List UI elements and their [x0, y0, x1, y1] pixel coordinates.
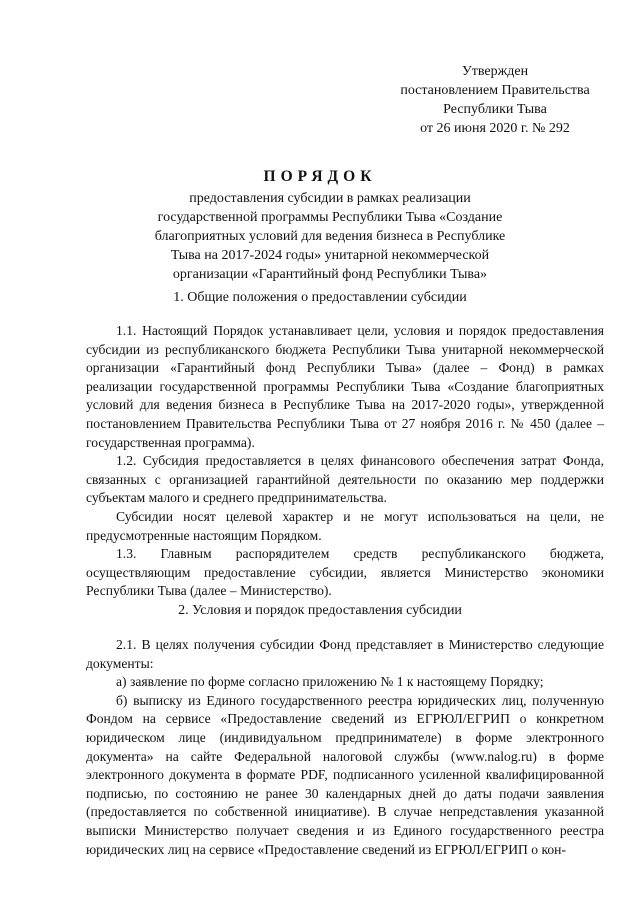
approval-block [385, 62, 605, 138]
approval-line-3: Республики Тыва [443, 102, 547, 117]
approval-line-4: от 26 июня 2020 г. № 292 [420, 121, 570, 136]
subtitle-line-1: предоставления субсидии в рамках реализации [189, 191, 471, 206]
approval-line-1: Утвержден [461, 64, 529, 79]
subtitle-line-4: Тыва на 2017-2024 годы» унитарной некоммерческой [170, 248, 490, 263]
paragraph-2-1: 2.1. В целях получения субсидии Фонд представляет в Министерство следующие документы: [86, 637, 604, 671]
subtitle-line-2: государственной программы Республики Тыва «Создание [157, 210, 503, 225]
paragraph-1-1: 1.1. Настоящий Порядок устанавливает цели, условия и порядок предоставления субсидии из республиканского бюджета Республики Тыва унитарной некоммерческой организации «Гарантийный фонд Республики Тыва» (далее – Фонд) в рамках реализации государственной программы Республики Тыва «Создание благоприятных условий для ведения бизнеса в Республике Тыва на 2017-2020 годы», утвержденной постановлением Правительства Республики Тыва от 27 ноября 2016 г. № 450 (далее – государственная программа). [86, 323, 604, 450]
approval-line-2: постановлением Правительства [400, 83, 590, 98]
section-2-body [86, 636, 604, 859]
paragraph-1-2-continued: Субсидии носят целевой характер и не могут использоваться на цели, не предусмотренные настоящим Порядком. [86, 508, 604, 543]
section-1-heading: 1. Общие положения о предоставлении субсидии [173, 290, 467, 305]
paragraph-2-1-a: а) заявление по форме согласно приложению № 1 к настоящему Порядку; [116, 674, 544, 690]
paragraph-1-3: 1.3. Главным распорядителем средств республиканского бюджета, осуществляющим предоставление субсидии, является Министерство экономики Республики Тыва (далее – Министерство). [86, 546, 604, 599]
section-2-heading: 2. Условия и порядок предоставления субсидии [178, 603, 462, 618]
section-1-body [86, 322, 604, 601]
document-title: ПОРЯДОК [263, 168, 377, 185]
paragraph-1-2: 1.2. Субсидия предоставляется в целях финансового обеспечения затрат Фонда, связанных с организацией гарантийной деятельности по оказанию мер поддержки субъектам малого и среднего предпринимательства. [86, 453, 604, 506]
subtitle-line-5: организации «Гарантийный фонд Республики Тыва» [172, 267, 488, 282]
document-subtitle [120, 189, 540, 284]
subtitle-line-3: благоприятных условий для ведения бизнеса в Республике [154, 229, 506, 244]
paragraph-2-1-b: б) выписку из Единого государственного реестра юридических лиц, полученную Фондом на сервисе «Предоставление сведений из ЕГРЮЛ/ЕГРИП о конкретном юридическом лице (индивидуальном предпринимателе) в форме электронного документа» на сайте Федеральной налоговой службы (www.nalog.ru) в форме электронного документа в формате PDF, подписанного усиленной квалифицированной подписью, по состоянию не ранее 30 календарных дней до даты подачи заявления (предоставляется по собственной инициативе). В случае непредставления указанной выписки Министерство получает сведения и из Единого государственного реестра юридических лиц на сервисе «Предоставление сведений из ЕГРЮЛ/ЕГРИП о кон- [86, 692, 604, 857]
